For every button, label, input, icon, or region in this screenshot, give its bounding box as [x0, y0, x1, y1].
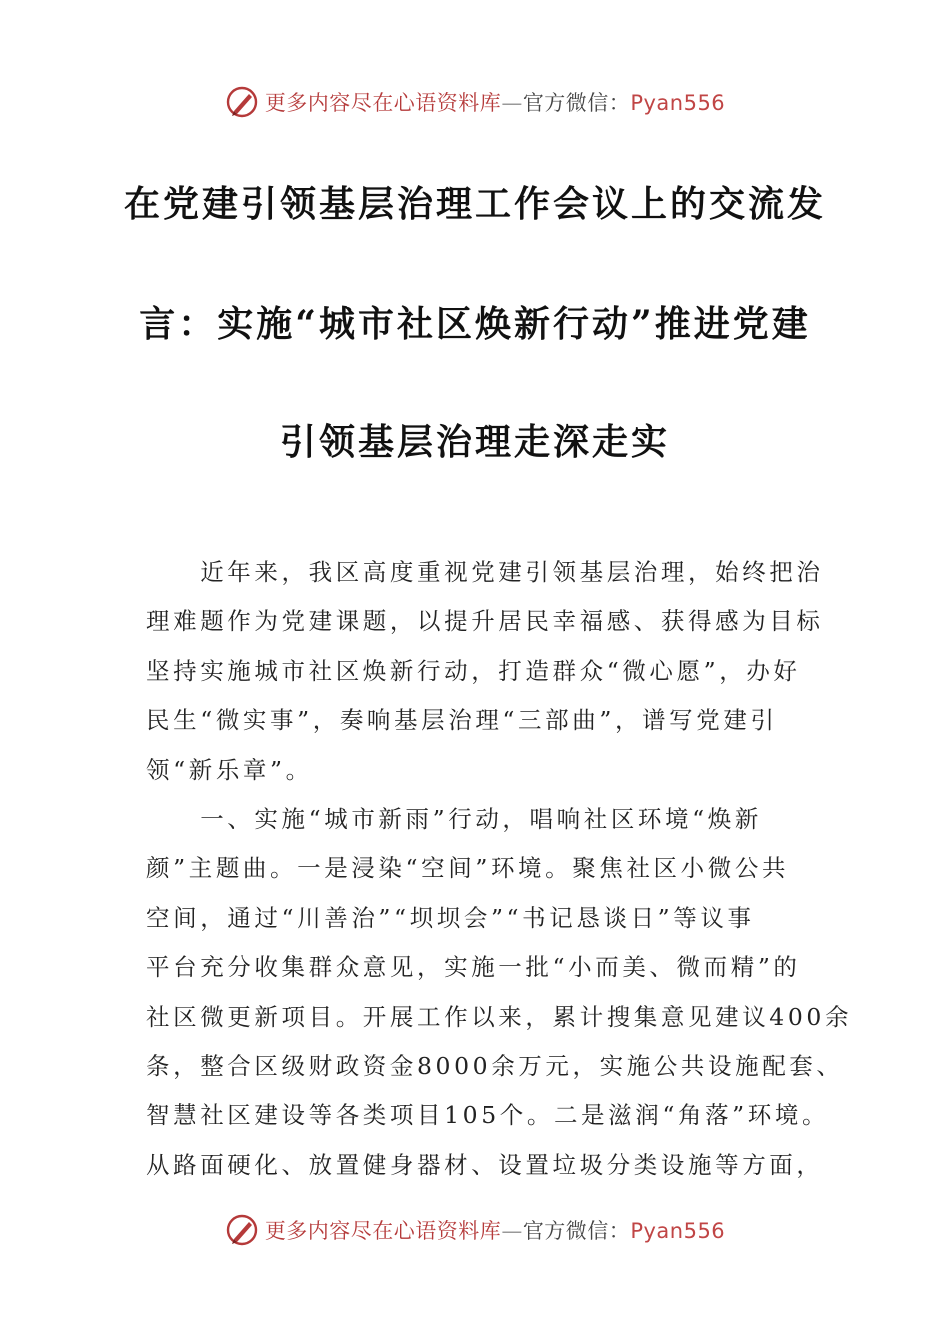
body-line: 平台充分收集群众意见，实施一批“小而美、微而精”的 [146, 953, 801, 982]
watermark-text: 更多内容尽在心语资料库—官方微信：Pyan556 [264, 91, 726, 115]
body-line: 颜”主题曲。一是浸染“空间”环境。聚焦社区小微公共 [146, 854, 790, 883]
body-line: 社区微更新项目。开展工作以来，累计搜集意见建议400余 [146, 1002, 853, 1031]
body-line: 理难题作为党建课题，以提升居民幸福感、获得感为目标 [146, 607, 824, 636]
body-line: 民生“微实事”，奏响基层治理“三部曲”，谱写党建引 [146, 706, 778, 735]
document-title-line-1: 在党建引领基层治理工作会议上的交流发 [123, 183, 826, 225]
document-title-line-2: 言：实施“城市社区焕新行动”推进党建 [139, 303, 811, 345]
body-line: 从路面硬化、放置健身器材、设置垃圾分类设施等方面， [146, 1150, 824, 1179]
pen-circle-logo-icon [225, 85, 259, 119]
body-line: 坚持实施城市社区焕新行动，打造群众“微心愿”，办好 [146, 656, 801, 685]
body-line: 领“新乐章”。 [146, 755, 313, 784]
body-line: 空间，通过“川善治”“坝坝会”“书记恳谈日”等议事 [146, 903, 755, 932]
watermark-text: 更多内容尽在心语资料库—官方微信：Pyan556 [264, 1219, 726, 1243]
watermark-banner-bottom [0, 1210, 950, 1250]
watermark-banner-top [0, 82, 950, 122]
body-line: 条，整合区级财政资金8000余万元，实施公共设施配套、 [146, 1051, 844, 1080]
body-line: 智慧社区建设等各类项目105个。二是滋润“角落”环境。 [146, 1101, 830, 1130]
document-body [146, 548, 853, 1190]
body-line: 近年来，我区高度重视党建引领基层治理，始终把治 [146, 558, 824, 586]
pen-circle-logo-icon [225, 1213, 259, 1247]
document-title-line-3: 引领基层治理走深走实 [279, 421, 670, 463]
body-line: 一、实施“城市新雨”行动，唱响社区环境“焕新 [146, 804, 762, 833]
